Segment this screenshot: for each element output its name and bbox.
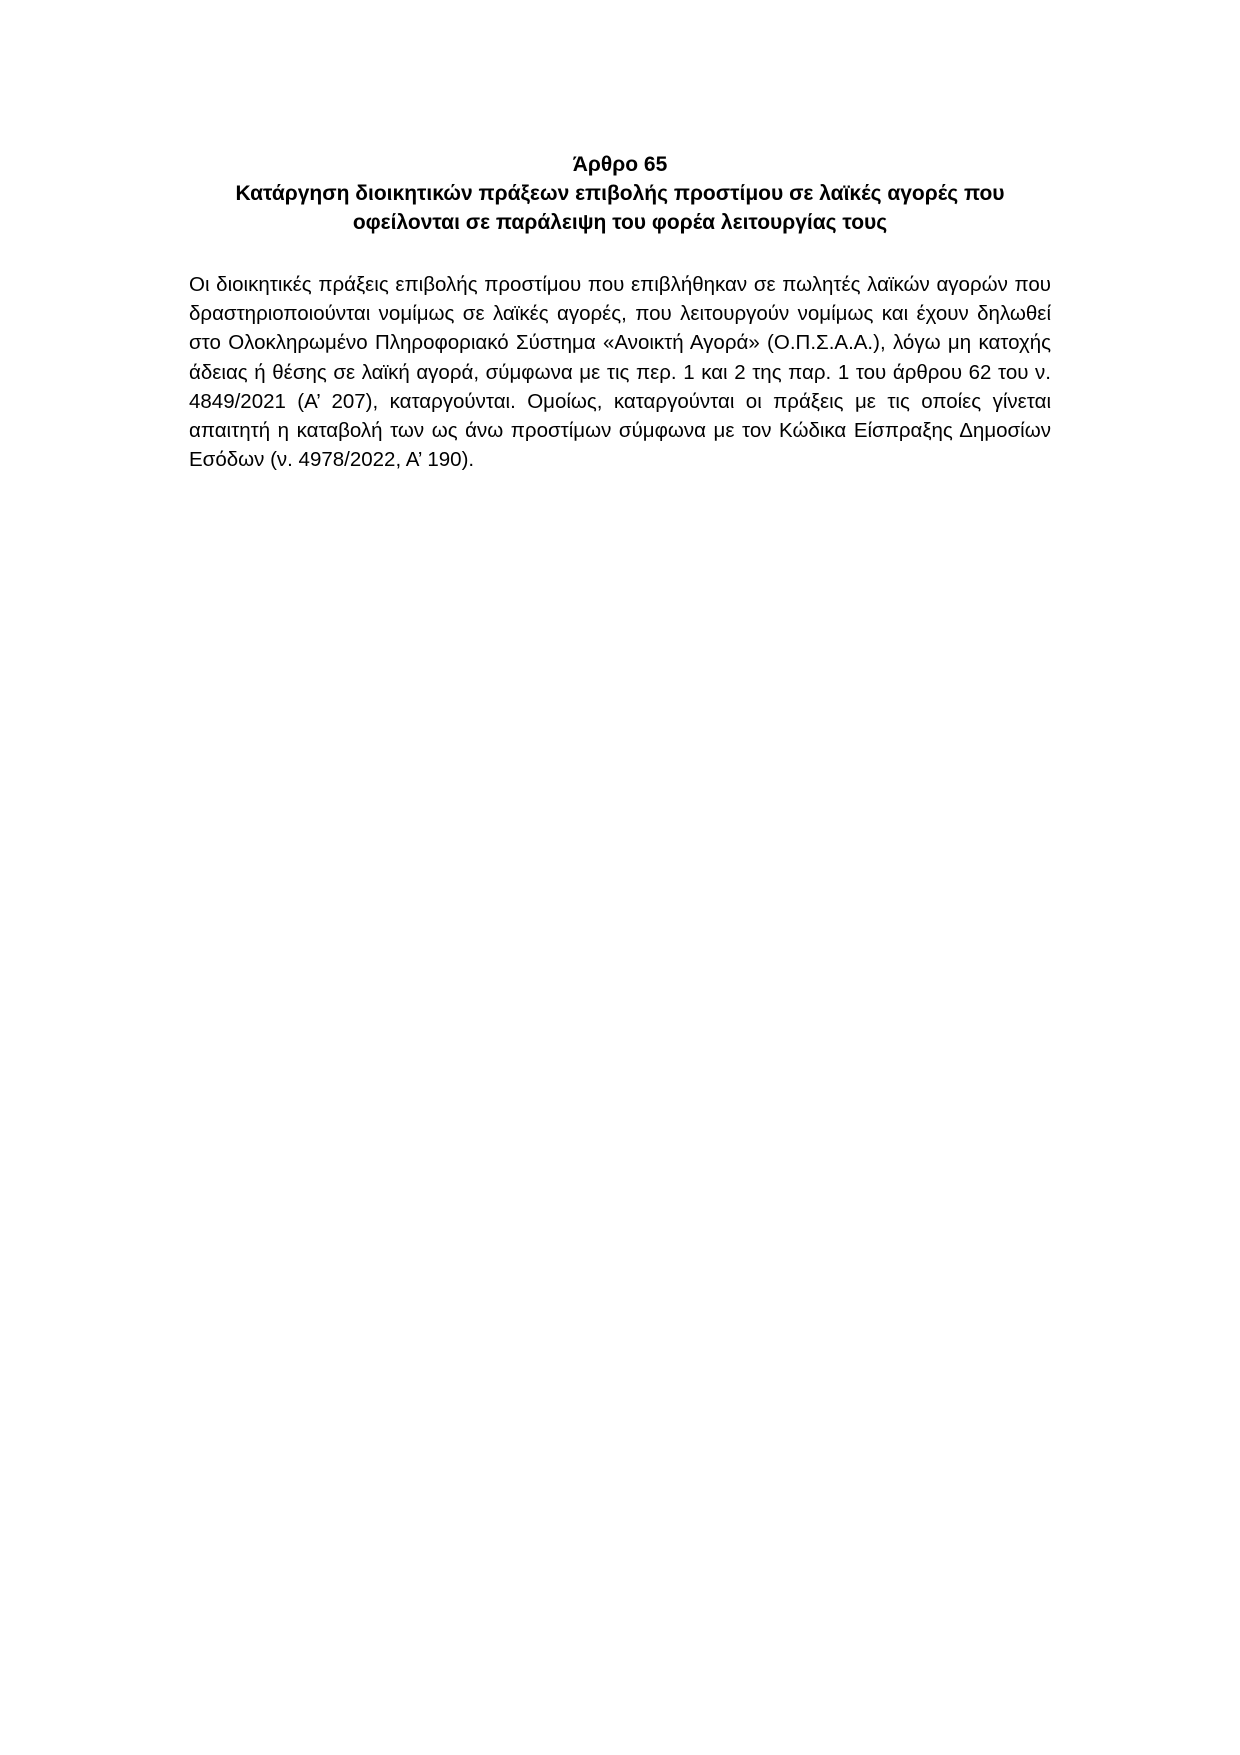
article-heading: [189, 150, 1051, 237]
article-body-paragraph: Οι διοικητικές πράξεις επιβολής προστίμου που επιβλήθηκαν σε πωλητές λαϊκών αγορών που δραστηριοποιούνται νομίμως σε λαϊκές αγορές, που λειτουργούν νομίμως και έχουν δηλωθεί στο Ολοκληρωμένο Πληροφοριακό Σύστημα «Ανοικτή Αγορά» (Ο.Π.Σ.Α.Α.), λόγω μη κατοχής άδειας ή θέσης σε λαϊκή αγορά, σύμφωνα με τις περ. 1 και 2 της παρ. 1 του άρθρου 62 του ν. 4849/2021 (Α’ 207), καταργούνται. Ομοίως, καταργούνται οι πράξεις με τις οποίες γίνεται απαιτητή η καταβολή των ως άνω προστίμων σύμφωνα με τον Κώδικα Είσπραξης Δημοσίων Εσόδων (ν. 4978/2022, Α’ 190).: [189, 273, 1051, 472]
article-number: Άρθρο 65: [572, 153, 668, 176]
article-title-line-2: οφείλονται σε παράλειψη του φορέα λειτουργίας τους: [352, 211, 888, 234]
article-title-line-1: Κατάργηση διοικητικών πράξεων επιβολής προστίμου σε λαϊκές αγορές που: [235, 182, 1005, 205]
article-section: [189, 150, 1051, 474]
